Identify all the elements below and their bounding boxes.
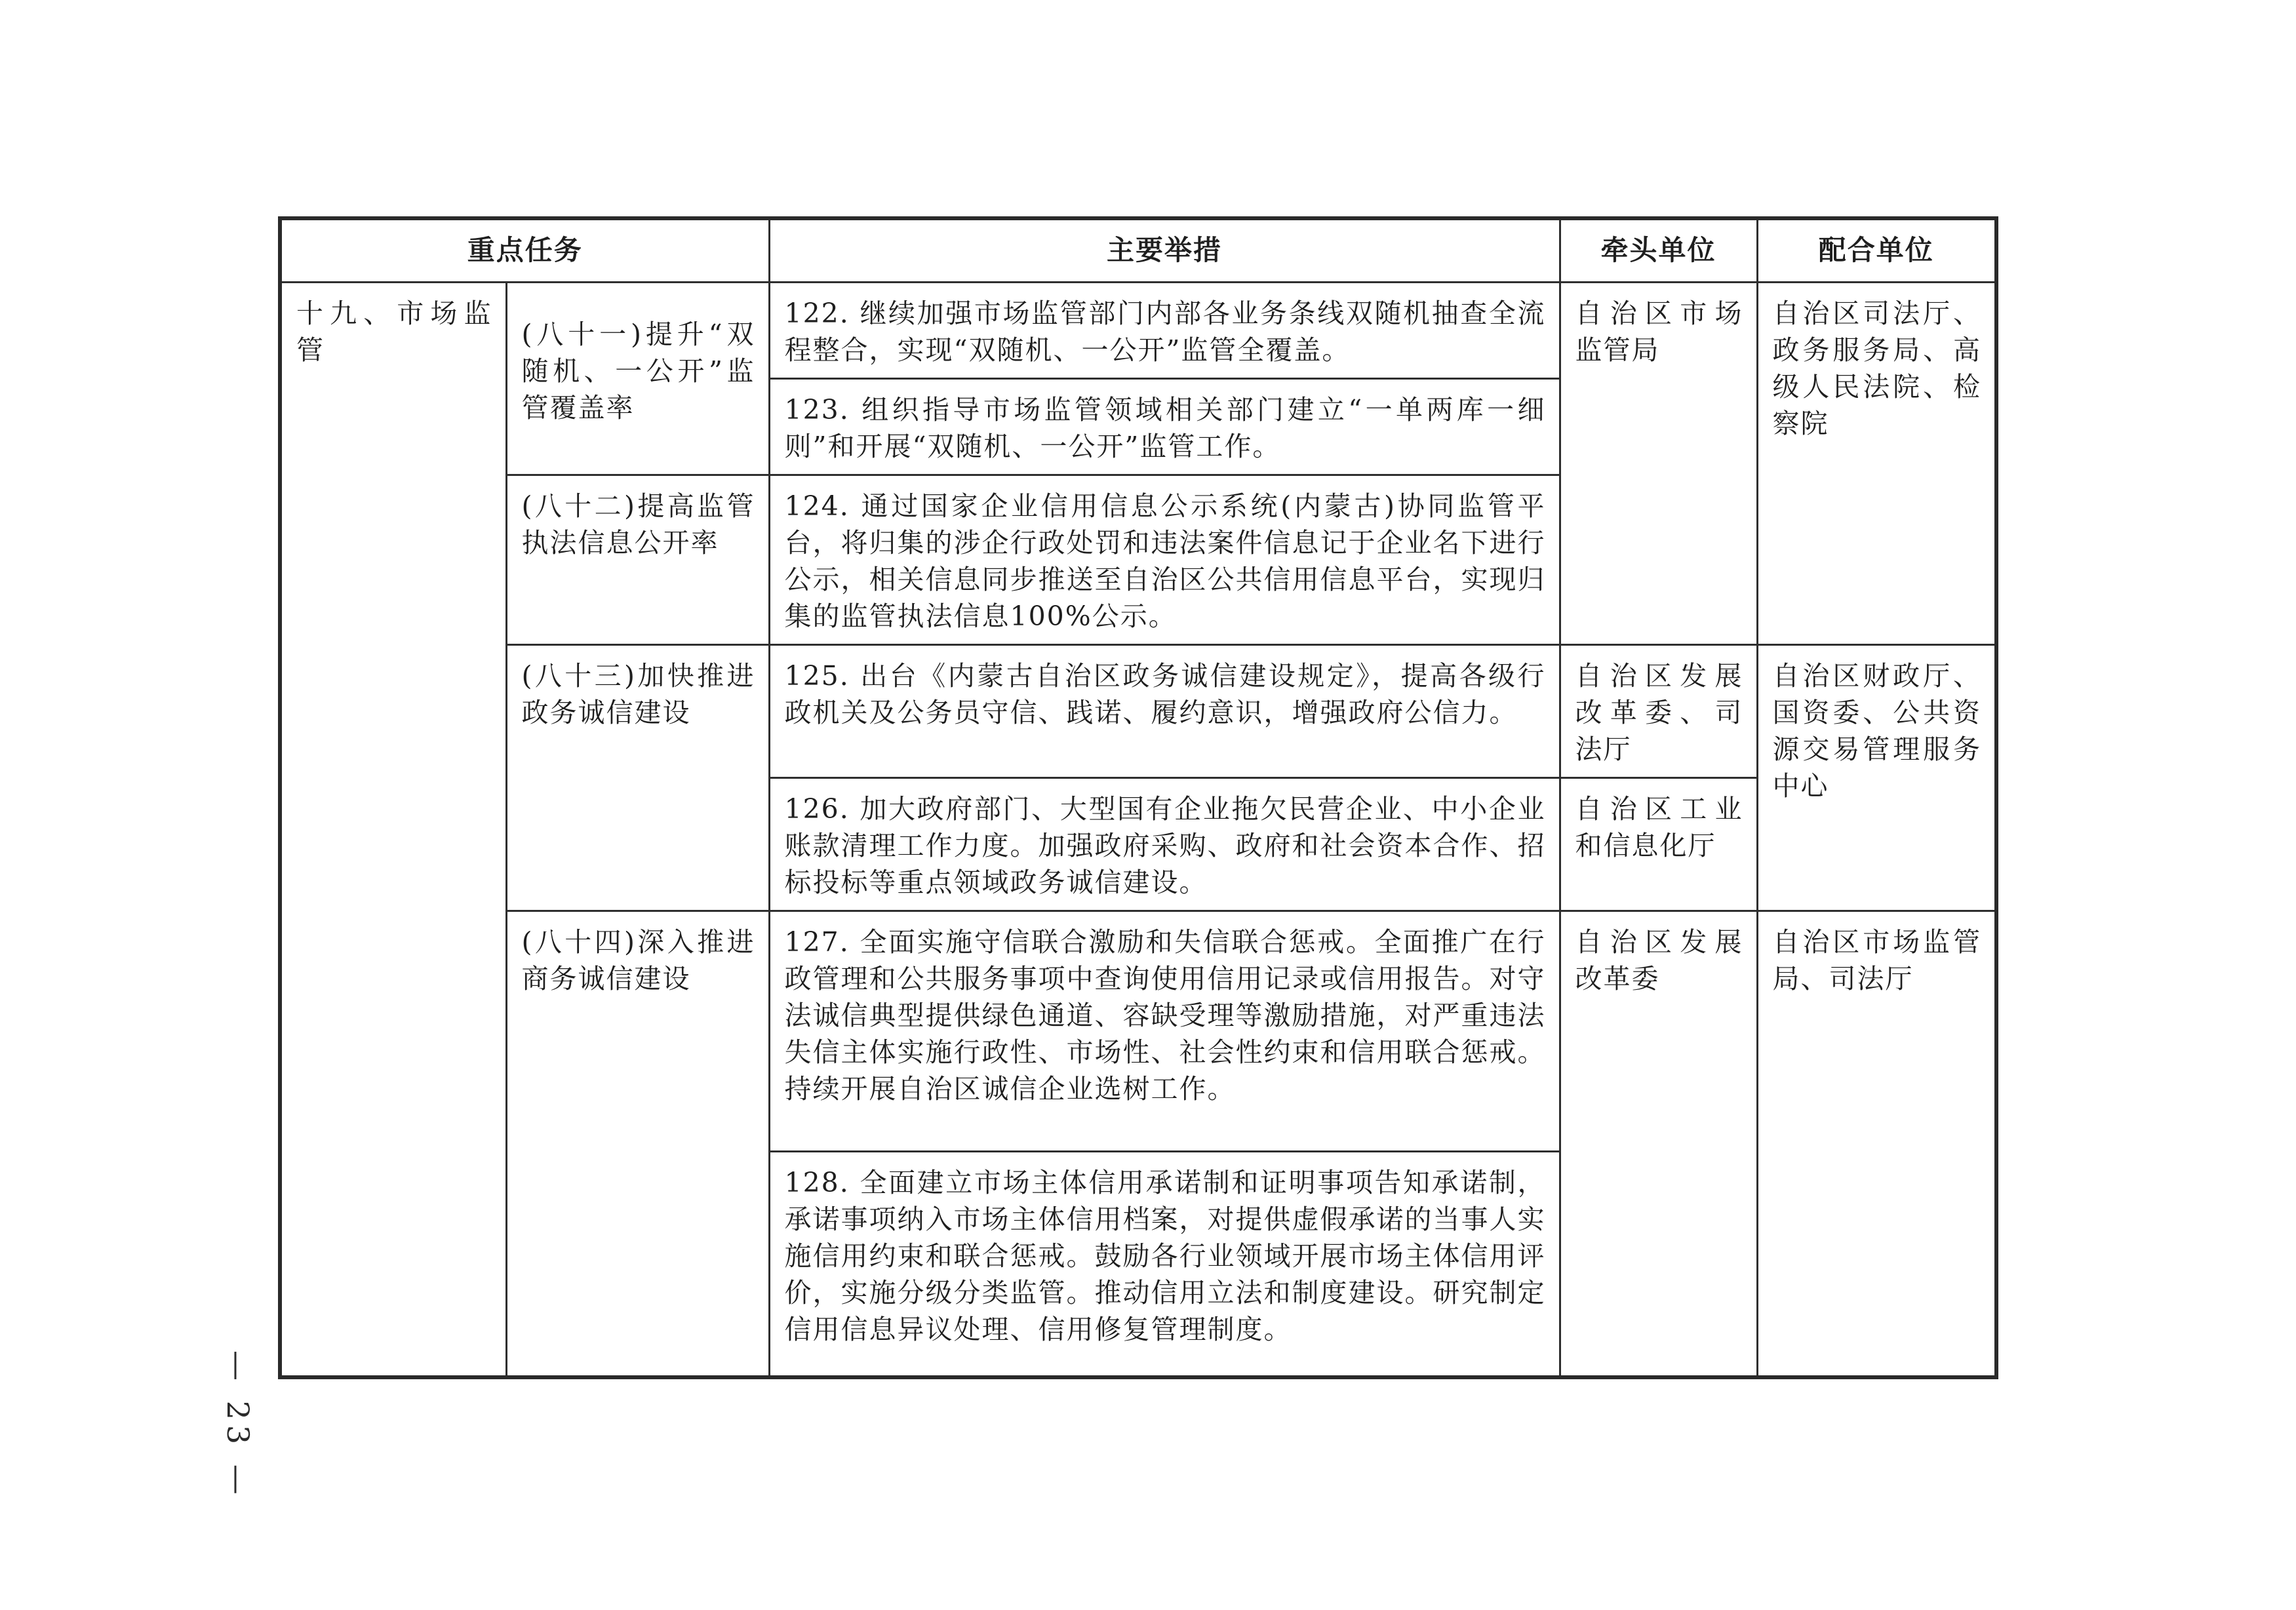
task-cell: (八十一)提升“双随机、一公开”监管覆盖率 bbox=[506, 282, 769, 475]
lead-unit-cell: 自治区发展改革委、司法厅 bbox=[1560, 644, 1757, 777]
page-number bbox=[216, 1311, 256, 1500]
measure-cell: 123. 组织指导市场监管领域相关部门建立“一单两库一细则”和开展“双随机、一公开”监管工作。 bbox=[769, 378, 1560, 475]
header-coop-unit: 配合单位 bbox=[1757, 218, 1996, 282]
header-key-tasks: 重点任务 bbox=[280, 218, 769, 282]
measure-cell: 124. 通过国家企业信用信息公示系统(内蒙古)协同监管平台，将归集的涉企行政处罚和违法案件信息记于企业名下进行公示，相关信息同步推送至自治区公共信用信息平台，实现归集的监管执法信息100%公示。 bbox=[769, 475, 1560, 644]
task-cell: (八十三)加快推进政务诚信建设 bbox=[506, 644, 769, 911]
table-row bbox=[280, 282, 1996, 378]
measure-cell: 122. 继续加强市场监管部门内部各业务条线双随机抽查全流程整合，实现“双随机、一公开”监管全覆盖。 bbox=[769, 282, 1560, 378]
measure-cell: 126. 加大政府部门、大型国有企业拖欠民营企业、中小企业账款清理工作力度。加强政府采购、政府和社会资本合作、招标投标等重点领域政务诚信建设。 bbox=[769, 777, 1560, 911]
coop-unit-cell: 自治区市场监管局、司法厅 bbox=[1757, 911, 1996, 1377]
header-lead-unit: 牵头单位 bbox=[1560, 218, 1757, 282]
task-table bbox=[278, 216, 1998, 1379]
coop-unit-cell: 自治区财政厅、国资委、公共资源交易管理服务中心 bbox=[1757, 644, 1996, 911]
task-cell: (八十四)深入推进商务诚信建设 bbox=[506, 911, 769, 1377]
table-row bbox=[280, 911, 1996, 1151]
coop-unit-cell: 自治区司法厅、政务服务局、高级人民法院、检察院 bbox=[1757, 282, 1996, 644]
measure-cell: 127. 全面实施守信联合激励和失信联合惩戒。全面推广在行政管理和公共服务事项中查询使用信用记录或信用报告。对守法诚信典型提供绿色通道、容缺受理等激励措施，对严重违法失信主体实施行政性、市场性、社会性约束和信用联合惩戒。持续开展自治区诚信企业选树工作。 bbox=[769, 911, 1560, 1151]
measure-cell: 128. 全面建立市场主体信用承诺制和证明事项告知承诺制，承诺事项纳入市场主体信用档案，对提供虚假承诺的当事人实施信用约束和联合惩戒。鼓励各行业领域开展市场主体信用评价，实施分级分类监管。推动信用立法和制度建设。研究制定信用信息异议处理、信用修复管理制度。 bbox=[769, 1151, 1560, 1377]
lead-unit-cell: 自治区市场监管局 bbox=[1560, 282, 1757, 644]
page-number-text: — 23 — bbox=[220, 1350, 256, 1500]
header-row bbox=[280, 218, 1996, 282]
task-cell: (八十二)提高监管执法信息公开率 bbox=[506, 475, 769, 644]
header-main-measures: 主要举措 bbox=[769, 218, 1560, 282]
lead-unit-cell: 自治区工业和信息化厅 bbox=[1560, 777, 1757, 911]
lead-unit-cell: 自治区发展改革委 bbox=[1560, 911, 1757, 1377]
category-cell: 十九、市场监管 bbox=[280, 282, 506, 1377]
table-row bbox=[280, 644, 1996, 777]
measure-cell: 125. 出台《内蒙古自治区政务诚信建设规定》，提高各级行政机关及公务员守信、践诺、履约意识，增强政府公信力。 bbox=[769, 644, 1560, 777]
